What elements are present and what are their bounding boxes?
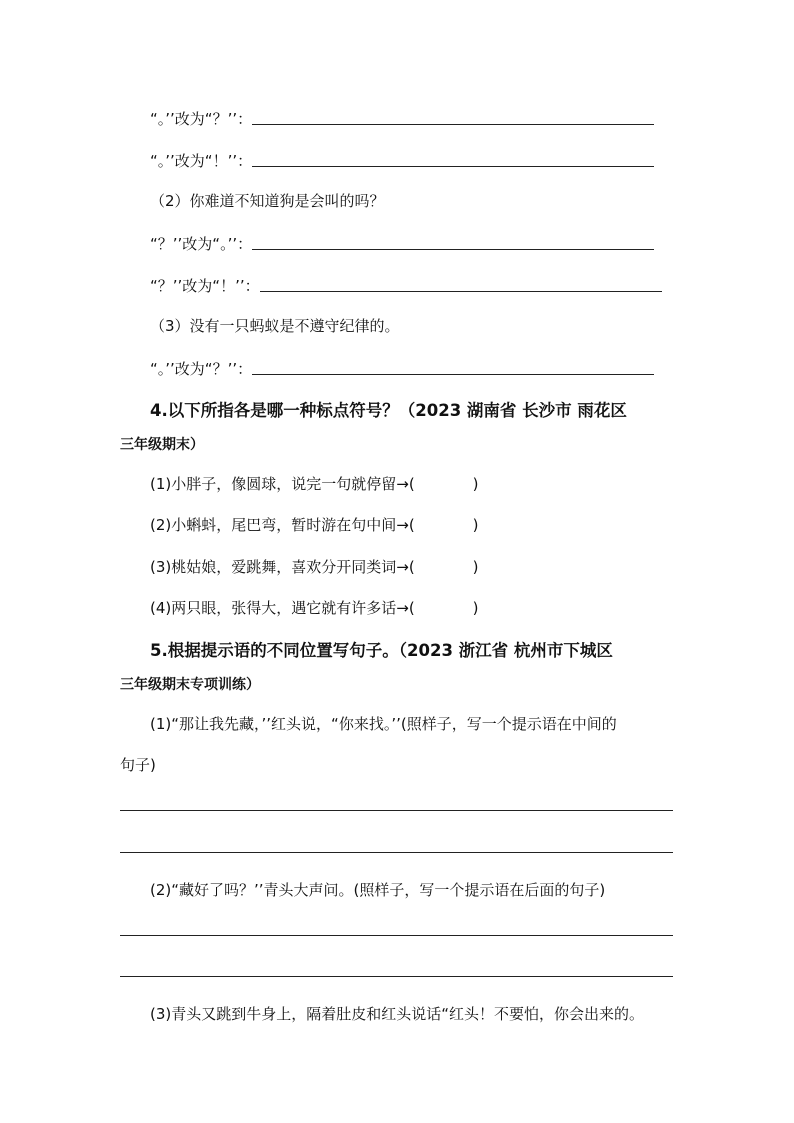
question-5-1-cont: 句子) (120, 756, 156, 774)
writing-line[interactable] (120, 852, 673, 853)
question-5-3: (3)青头又跳到牛身上，隔着肚皮和红头说话“红头！不要怕，你会出来的。 (150, 1005, 645, 1023)
fill-row-1 (150, 108, 654, 129)
close-paren: ) (472, 558, 479, 576)
writing-line[interactable] (120, 976, 673, 977)
close-paren: ) (472, 475, 479, 493)
question-5-1: (1)“那让我先藏，’’红头说，“你来找。’’(照样子，写一个提示语在中间的 (150, 715, 617, 733)
answer-line[interactable] (260, 290, 662, 292)
item-text: (1)小胖子，像圆球，说完一句就停留→( (150, 475, 415, 493)
section-4-heading-cont: 三年级期末） (120, 437, 204, 453)
list-item (150, 556, 479, 577)
item-text: (3)桃姑娘，爱跳舞，喜欢分开同类词→( (150, 558, 415, 576)
answer-line[interactable] (252, 165, 654, 167)
answer-line[interactable] (252, 248, 654, 250)
list-item (150, 473, 479, 494)
question-5-2: (2)“藏好了吗？’’青头大声问。(照样子，写一个提示语在后面的句子) (150, 881, 606, 899)
question-3-2: （2）你难道不知道狗是会叫的吗？ (150, 192, 385, 210)
row-label: “。’’改为“？’’： (150, 110, 253, 128)
item-text: (4)两只眼，张得大，遇它就有许多话→( (150, 599, 415, 617)
row-label: “？’’改为“！’’： (150, 277, 260, 295)
fill-row-3 (150, 233, 654, 254)
row-label: “？’’改为“。’’： (150, 235, 253, 253)
list-item (150, 514, 479, 535)
answer-line[interactable] (252, 123, 654, 125)
fill-row-2 (150, 150, 654, 171)
question-3-3: （3）没有一只蚂蚁是不遵守纪律的。 (150, 317, 400, 335)
item-text: (2)小蝌蚪，尾巴弯，暂时游在句中间→( (150, 516, 415, 534)
list-item (150, 597, 479, 618)
section-5-heading-cont: 三年级期末专项训练） (120, 677, 260, 693)
row-label: “。’’改为“？’’： (150, 360, 253, 378)
section-5-heading: 5.根据提示语的不同位置写句子。（2023 浙江省 杭州市下城区 (150, 641, 613, 660)
close-paren: ) (472, 516, 479, 534)
section-4-heading: 4.以下所指各是哪一种标点符号？（2023 湖南省 长沙市 雨花区 (150, 401, 627, 420)
fill-row-4 (150, 275, 662, 296)
writing-line[interactable] (120, 935, 673, 936)
answer-line[interactable] (252, 373, 654, 375)
writing-line[interactable] (120, 810, 673, 811)
fill-row-5 (150, 358, 654, 379)
row-label: “。’’改为“！’’： (150, 152, 253, 170)
close-paren: ) (472, 599, 479, 617)
